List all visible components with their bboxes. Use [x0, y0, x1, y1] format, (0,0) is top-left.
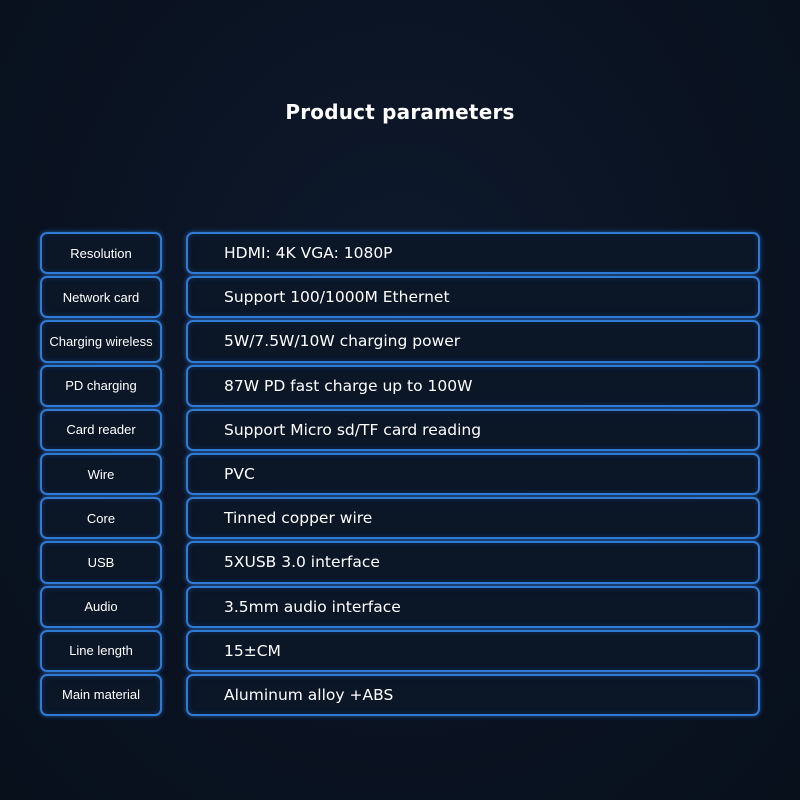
parameter-label: Charging wireless	[40, 320, 162, 362]
parameter-row-resolution	[40, 231, 760, 275]
parameter-value: Tinned copper wire	[186, 497, 760, 539]
parameter-label: Card reader	[40, 409, 162, 451]
parameter-value: 5W/7.5W/10W charging power	[186, 320, 760, 362]
parameter-row-network-card	[40, 275, 760, 319]
parameter-row-audio	[40, 585, 760, 629]
parameter-value: Support 100/1000M Ethernet	[186, 276, 760, 318]
parameter-value: 5XUSB 3.0 interface	[186, 541, 760, 583]
parameter-value: 3.5mm audio interface	[186, 586, 760, 628]
parameter-value: HDMI: 4K VGA: 1080P	[186, 232, 760, 274]
parameter-label: PD charging	[40, 365, 162, 407]
parameter-row-core	[40, 496, 760, 540]
parameter-label: Network card	[40, 276, 162, 318]
parameter-row-line-length	[40, 629, 760, 673]
parameter-label: Core	[40, 497, 162, 539]
parameter-label: Main material	[40, 674, 162, 716]
parameter-row-pd-charging	[40, 364, 760, 408]
parameter-value: 15±CM	[186, 630, 760, 672]
parameter-row-wire	[40, 452, 760, 496]
parameter-row-charging-wireless	[40, 319, 760, 363]
parameter-label: Resolution	[40, 232, 162, 274]
parameter-label: Audio	[40, 586, 162, 628]
parameter-label: USB	[40, 541, 162, 583]
parameter-value: 87W PD fast charge up to 100W	[186, 365, 760, 407]
parameter-row-usb	[40, 540, 760, 584]
page-title: Product parameters	[285, 100, 515, 124]
parameter-label: Line length	[40, 630, 162, 672]
parameter-label: Wire	[40, 453, 162, 495]
parameter-value: Aluminum alloy +ABS	[186, 674, 760, 716]
parameter-value: Support Micro sd/TF card reading	[186, 409, 760, 451]
parameters-table	[40, 231, 760, 717]
parameter-value: PVC	[186, 453, 760, 495]
parameter-row-main-material	[40, 673, 760, 717]
parameter-row-card-reader	[40, 408, 760, 452]
